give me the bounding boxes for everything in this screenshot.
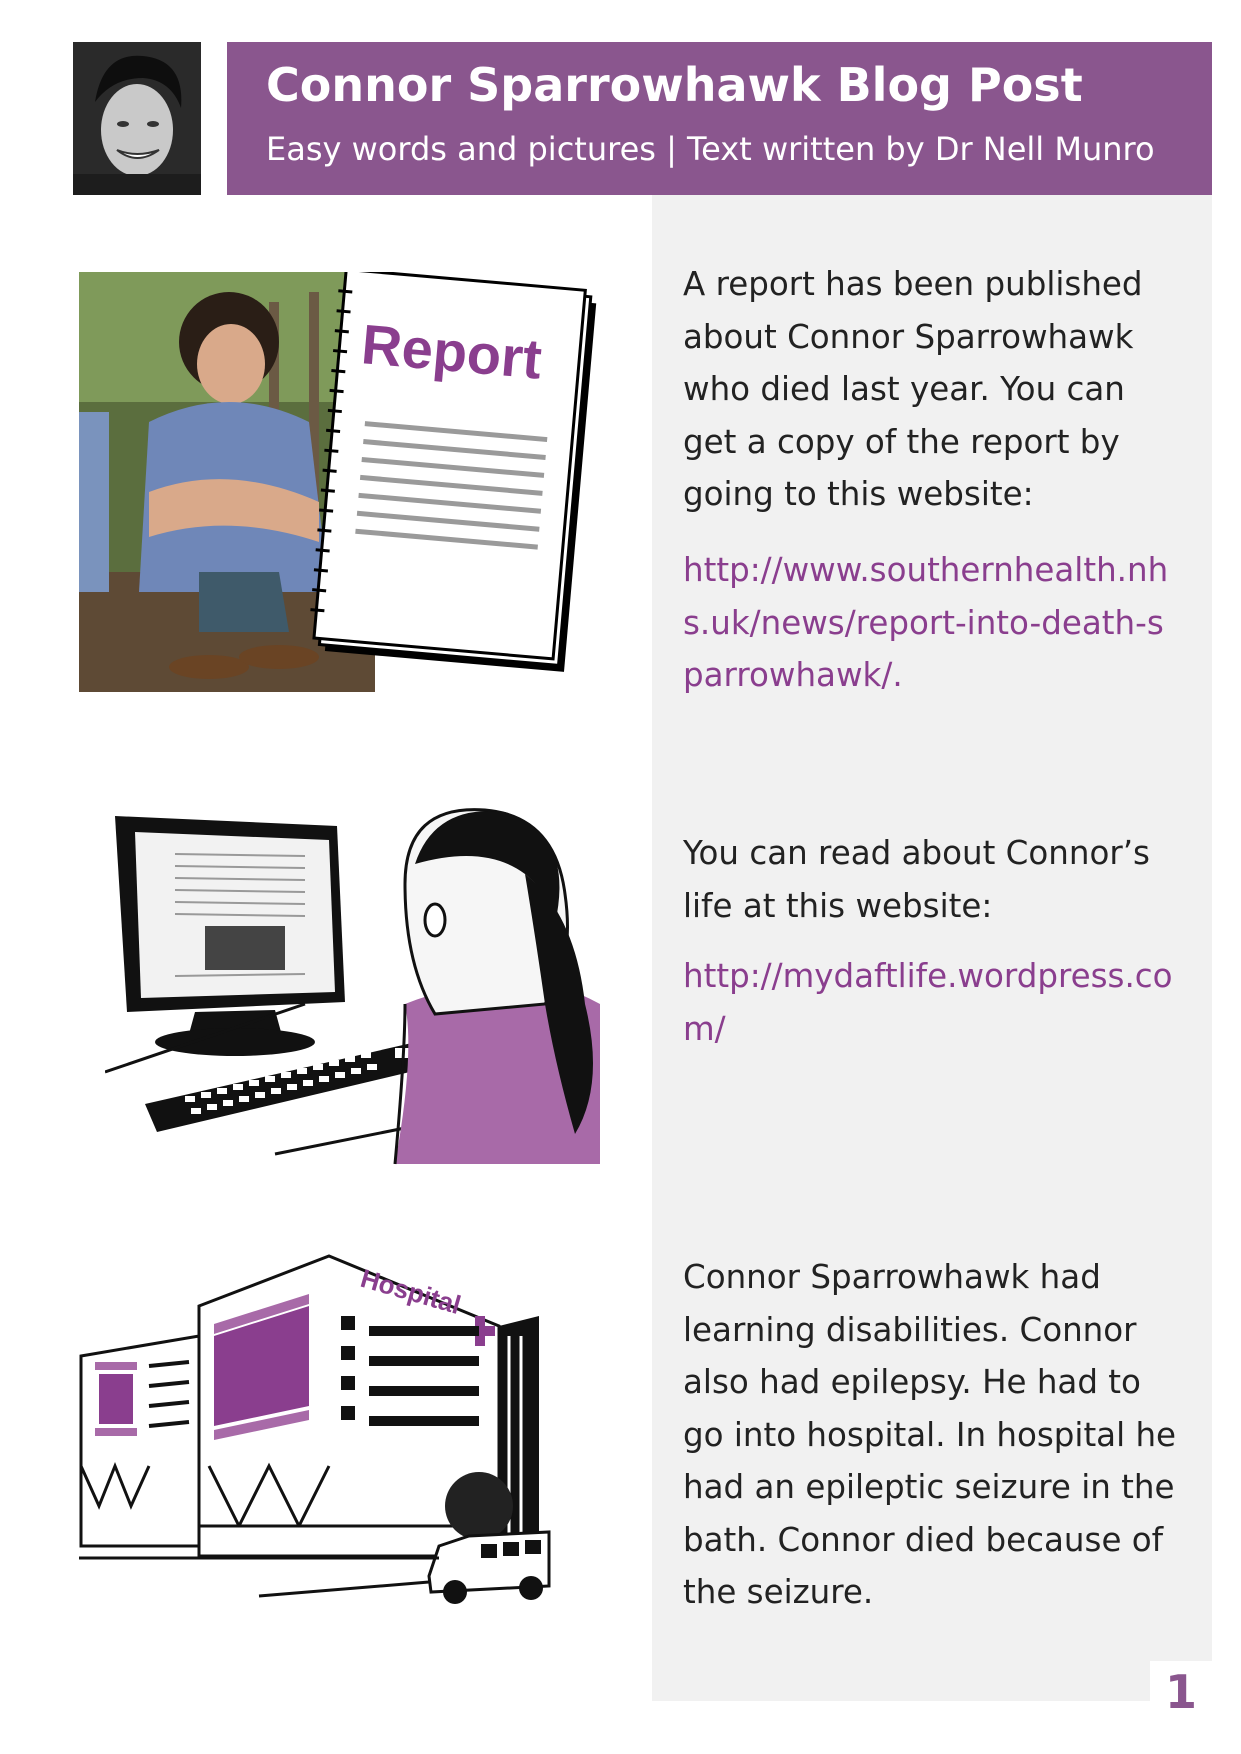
section-1-text: A report has been published about Connor Sparrowhawk who died last year. You can get a copy of the report by going to this website:	[683, 265, 1143, 513]
computer-user-illustration	[105, 804, 605, 1176]
page-subtitle: Easy words and pictures | Text written by Dr Nell Munro	[266, 130, 1155, 168]
report-illustration	[79, 272, 609, 692]
section-3-text: Connor Sparrowhawk had learning disabilities. Connor also had epilepsy. He had to go into hospital. In hospital he had an epileptic seizure in the bath. Connor died because of the seizure.	[683, 1258, 1177, 1611]
hospital-illustration	[79, 1246, 609, 1606]
report-label: Report	[359, 312, 545, 391]
section-2-text: You can read about Connor’s life at this website:	[683, 834, 1150, 925]
hospital-sign: Hospital	[357, 1262, 465, 1321]
blog-link[interactable]: http://mydaftlife.wordpress.com/	[683, 957, 1173, 1048]
report-link[interactable]: http://www.southernhealth.nhs.uk/news/report-into-death-sparrowhawk/.	[683, 551, 1169, 694]
page-number: 1	[1164, 1665, 1197, 1719]
page-title: Connor Sparrowhawk Blog Post	[266, 58, 1083, 112]
header-portrait-photo	[73, 42, 201, 195]
